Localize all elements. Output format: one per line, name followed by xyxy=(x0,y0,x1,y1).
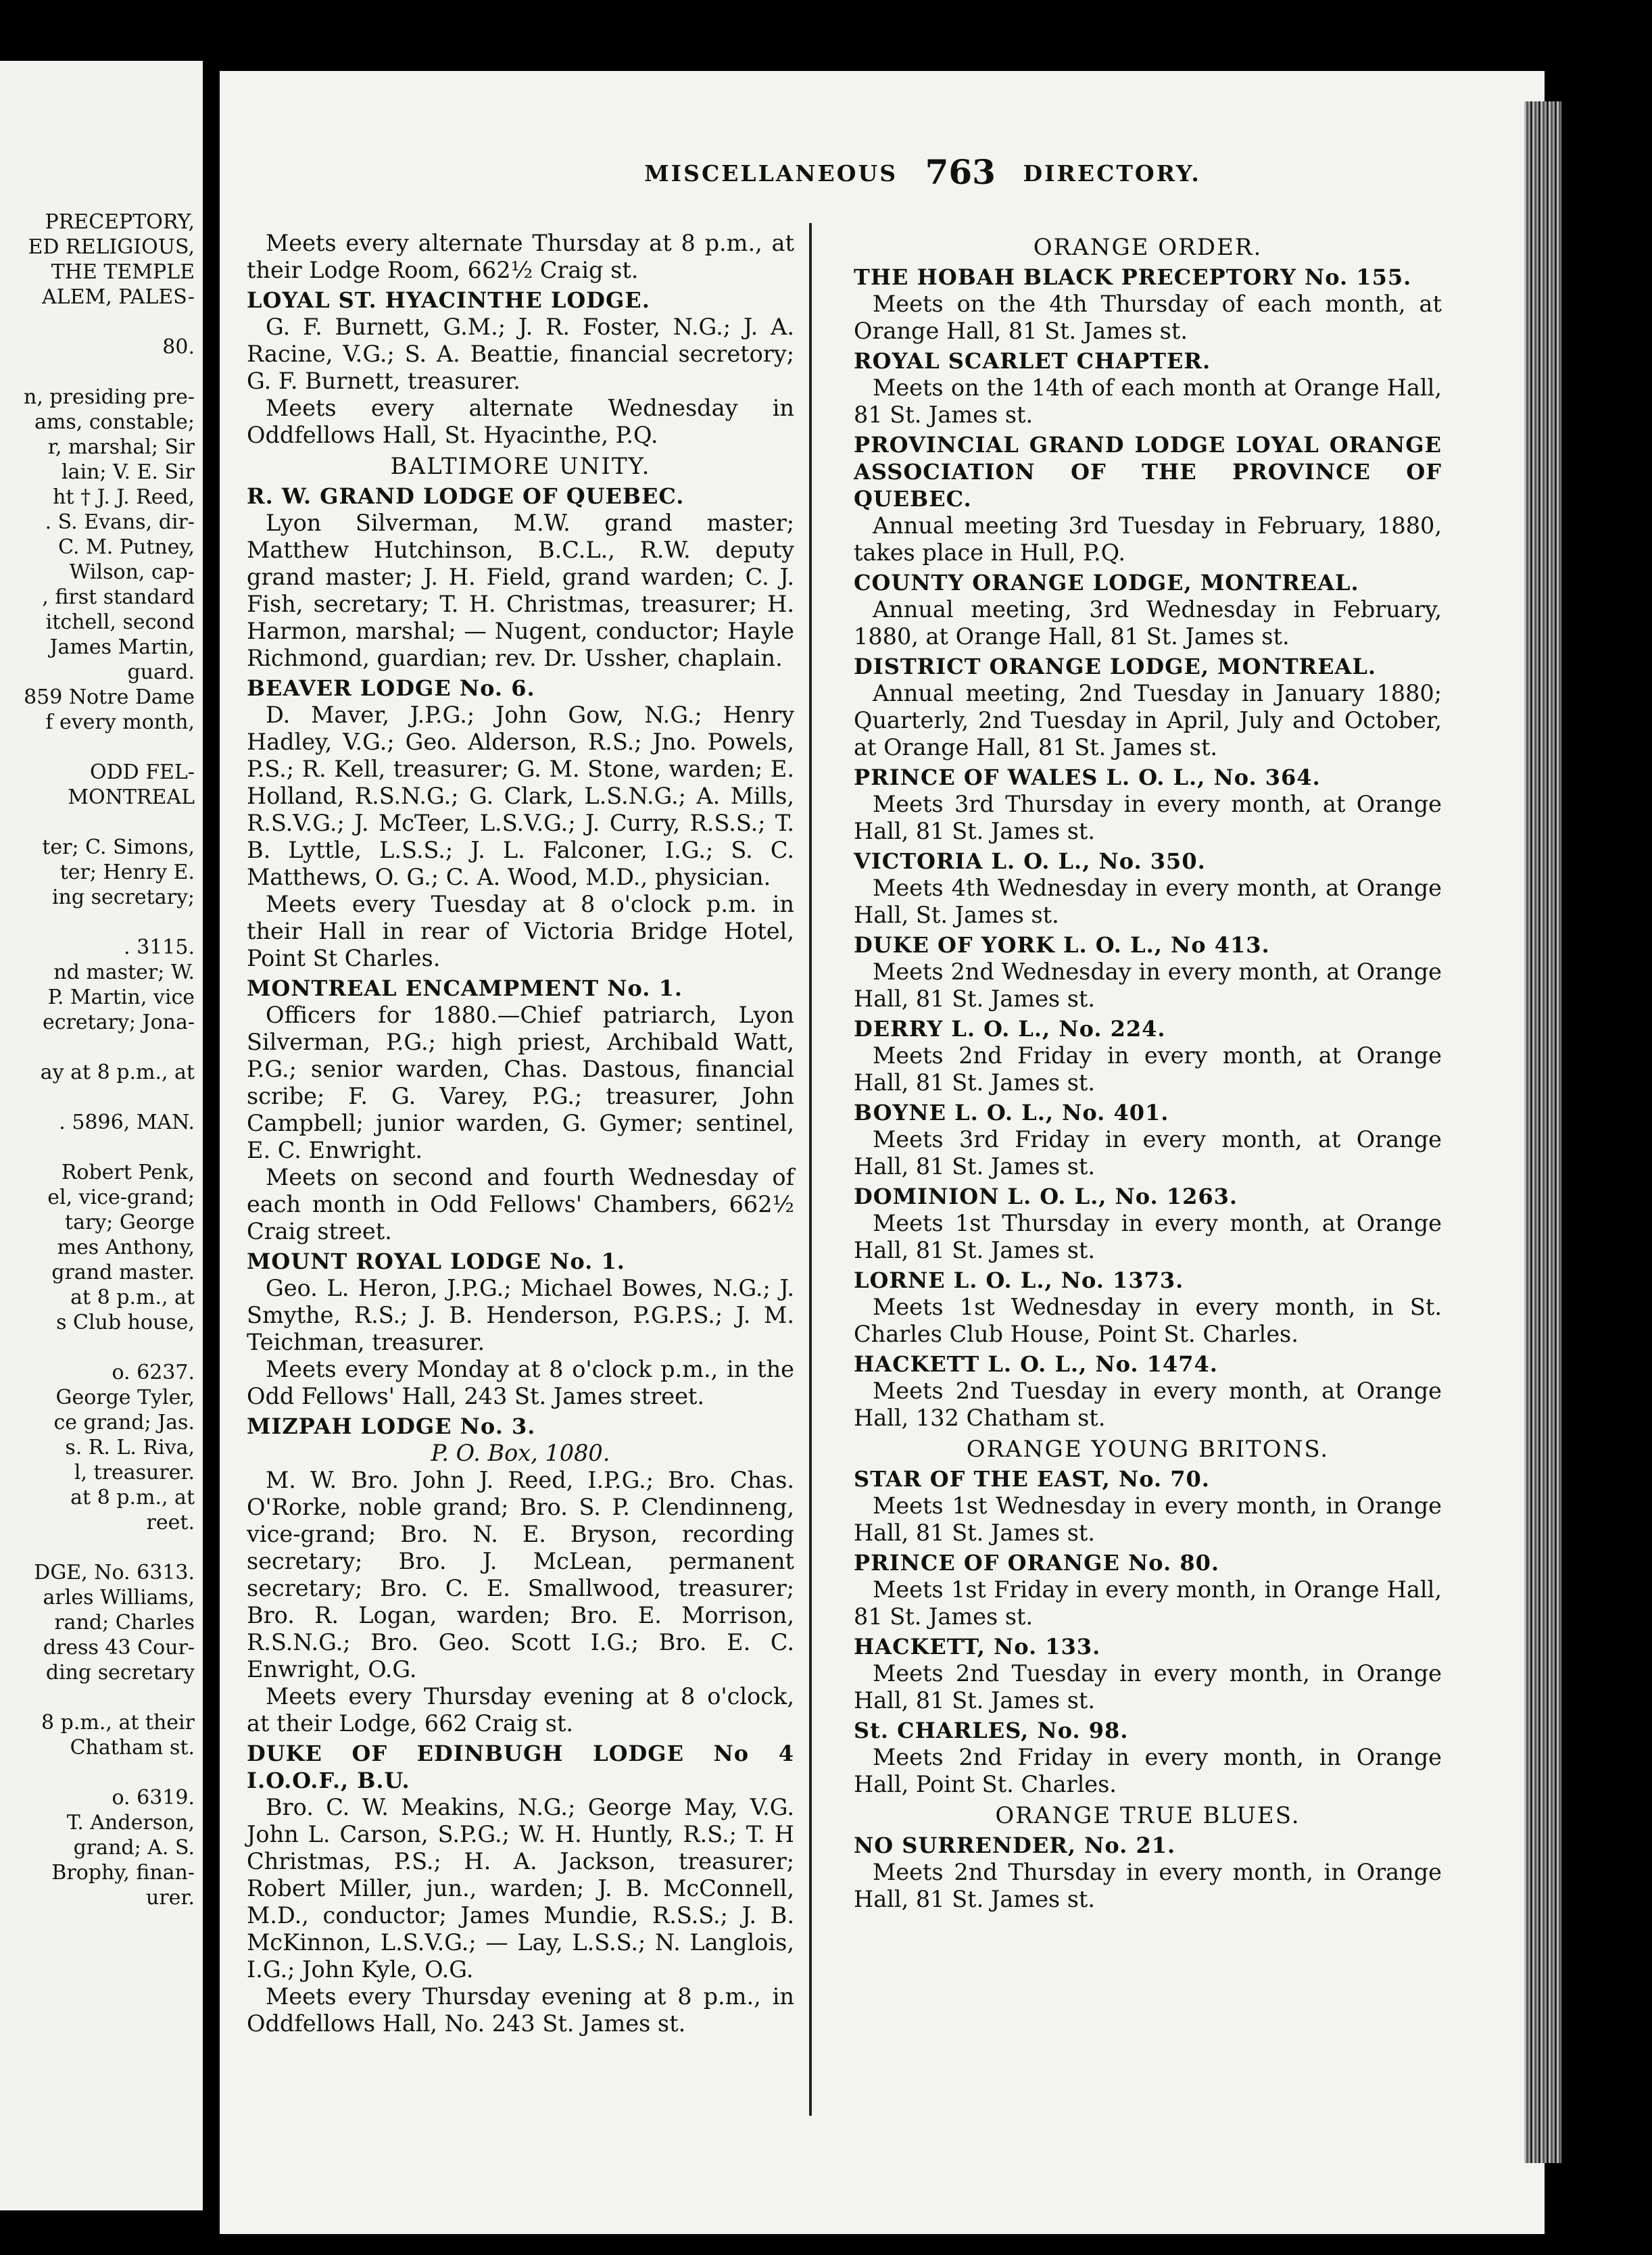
entry-title: MONTREAL ENCAMPMENT No. 1. xyxy=(247,975,683,1001)
entry-title: THE HOBAH BLACK PRECEPTORY No. 155. xyxy=(854,264,1412,290)
section-heading: BALTIMORE UNITY. xyxy=(390,453,651,480)
directory-entry xyxy=(247,1413,794,1737)
directory-entry xyxy=(854,653,1442,761)
entry-body xyxy=(854,512,1442,566)
entry-paragraph: Meets 1st Wednesday in every month, in Orange Hall, 81 St. James st. xyxy=(854,1493,1442,1546)
previous-page-line: Wilson, cap- xyxy=(69,560,195,584)
previous-page-line: Chatham st. xyxy=(70,1736,195,1760)
directory-entry xyxy=(854,931,1442,1013)
previous-page-line: ht † J. J. Reed, xyxy=(53,485,195,509)
entry-paragraph: Geo. L. Heron, J.P.G.; Michael Bowes, N.G.; J. Smythe, R.S.; J. B. Henderson, P.G.P.S.; J. M. Teichman, treasurer. xyxy=(247,1275,794,1355)
previous-page-line: tary; George xyxy=(65,1211,195,1234)
directory-entry xyxy=(854,848,1442,929)
previous-page-line xyxy=(0,735,195,760)
entry-body xyxy=(854,875,1442,929)
previous-page-line: dress 43 Cour- xyxy=(43,1636,195,1659)
entry-body xyxy=(854,374,1442,429)
previous-page-line xyxy=(0,360,195,385)
previous-page-line: arles Williams, xyxy=(43,1586,195,1609)
entry-body xyxy=(854,1493,1442,1547)
section-heading: ORANGE TRUE BLUES. xyxy=(995,1802,1301,1829)
entry-title: LOYAL ST. HYACINTHE LODGE. xyxy=(247,287,650,313)
previous-page-line xyxy=(0,910,195,935)
entry-paragraph: Meets 2nd Thursday in every month, in Orange Hall, 81 St. James st. xyxy=(854,1859,1442,1912)
previous-page-line: 80. xyxy=(162,335,195,359)
entry-body xyxy=(247,510,794,672)
entry-title: DOMINION L. O. L., No. 1263. xyxy=(854,1184,1238,1209)
entry-paragraph: Meets every Thursday evening at 8 o'clock, at their Lodge, 662 Craig st. xyxy=(247,1683,794,1737)
directory-entry xyxy=(247,675,794,972)
previous-page-line: grand; A. S. xyxy=(73,1836,195,1860)
entry-title: HACKETT, No. 133. xyxy=(854,1634,1101,1659)
entry-title: STAR OF THE EAST, No. 70. xyxy=(854,1466,1210,1492)
directory-entry xyxy=(854,1099,1442,1180)
directory-entry xyxy=(854,1717,1442,1798)
entry-paragraph: Meets 2nd Tuesday in every month, in Orange Hall, 81 St. James st. xyxy=(854,1660,1442,1714)
previous-page-line: . S. Evans, dir- xyxy=(45,510,195,534)
directory-entry xyxy=(854,1465,1442,1547)
entry-title: DUKE OF YORK L. O. L., No 413. xyxy=(854,932,1270,958)
entry-body xyxy=(854,1126,1442,1180)
entry-body xyxy=(854,1210,1442,1264)
entry-body xyxy=(247,1794,794,2037)
previous-page-line: urer. xyxy=(146,1886,195,1910)
entry-paragraph: Meets every Thursday evening at 8 p.m., in Oddfellows Hall, No. 243 St. James st. xyxy=(247,1983,794,2037)
entry-body xyxy=(854,959,1442,1013)
entry-body xyxy=(854,596,1442,650)
previous-page-text xyxy=(0,210,195,1910)
entry-title: MIZPAH LODGE No. 3. xyxy=(247,1413,536,1439)
entry-body xyxy=(854,1576,1442,1630)
entry-paragraph: Annual meeting, 3rd Wednesday in February, 1880, at Orange Hall, 81 St. James st. xyxy=(854,596,1442,650)
entry-subtitle: P. O. Box, 1080. xyxy=(431,1440,610,1466)
entry-body xyxy=(247,1275,794,1410)
entry-paragraph: Meets on the 4th Thursday of each month, at Orange Hall, 81 St. James st. xyxy=(854,291,1442,344)
previous-page-line: DGE, No. 6313. xyxy=(34,1561,195,1584)
previous-page-line: guard. xyxy=(127,660,195,684)
previous-page-line: George Tyler, xyxy=(55,1386,195,1409)
entry-paragraph: Meets 2nd Tuesday in every month, at Orange Hall, 132 Chatham st. xyxy=(854,1378,1442,1431)
previous-page-line: C. M. Putney, xyxy=(58,535,195,559)
directory-entry xyxy=(854,764,1442,845)
entry-title: VICTORIA L. O. L., No. 350. xyxy=(854,848,1206,874)
column-divider xyxy=(809,223,812,2116)
entry-body xyxy=(854,1744,1442,1798)
directory-entry xyxy=(247,230,794,284)
previous-page-line: ODD FEL- xyxy=(89,760,195,784)
previous-page-line: o. 6237. xyxy=(112,1361,195,1384)
entry-paragraph: Meets 3rd Thursday in every month, at Orange Hall, 81 St. James st. xyxy=(854,791,1442,844)
previous-page-line: el, vice-grand; xyxy=(47,1186,195,1209)
previous-page-line: ED RELIGIOUS, xyxy=(28,235,195,259)
entry-paragraph: Bro. C. W. Meakins, N.G.; George May, V.G. John L. Carson, S.P.G.; W. H. Huntly, R.S.; T. H Christmas, P.S.; H. A. Jackson, treasurer; Robert Miller, jun., warden; J. B. McConnell, M.D., conductor; James Mundie, R.S.S.; J. B. McKinnon, L.S.V.G.; — Lay, L.S.S.; N. Langlois, I.G.; John Kyle, O.G. xyxy=(247,1794,794,1983)
entry-paragraph: Meets 2nd Wednesday in every month, at Orange Hall, 81 St. James st. xyxy=(854,959,1442,1012)
previous-page-line xyxy=(0,310,195,335)
directory-entry xyxy=(854,1351,1442,1432)
previous-page-line: . 3115. xyxy=(124,936,195,959)
previous-page-line: reet. xyxy=(146,1511,195,1534)
entry-paragraph: Meets 1st Thursday in every month, at Orange Hall, 81 St. James st. xyxy=(854,1210,1442,1263)
section-heading: ORANGE ORDER. xyxy=(1033,234,1263,261)
entry-body xyxy=(247,702,794,972)
header-right-word: DIRECTORY. xyxy=(1023,160,1201,187)
entry-title: ROYAL SCARLET CHAPTER. xyxy=(854,348,1211,374)
entry-paragraph: Meets every Monday at 8 o'clock p.m., in the Odd Fellows' Hall, 243 St. James street. xyxy=(247,1356,794,1409)
previous-page-line: ding secretary xyxy=(45,1661,195,1684)
entry-title: DUKE OF EDINBUGH LODGE No 4 I.O.O.F., B.U. xyxy=(247,1741,794,1793)
entry-title: BOYNE L. O. L., No. 401. xyxy=(854,1100,1169,1125)
previous-page-line: 859 Notre Dame xyxy=(24,685,195,709)
entry-paragraph: Officers for 1880.—Chief patriarch, Lyon Silverman, P.G.; high priest, Archibald Watt, P.G.; senior warden, Chas. Dastous, financial scribe; F. G. Varey, P.G.; treasurer, John Campbell; junior warden, G. Gymer; sentinel, E. C. Enwright. xyxy=(247,1002,794,1163)
directory-entry xyxy=(854,1183,1442,1264)
previous-page-line: ams, constable; xyxy=(34,410,195,434)
previous-page-line: ter; C. Simons, xyxy=(42,835,195,859)
left-column xyxy=(247,230,794,2040)
entry-title: BEAVER LODGE No. 6. xyxy=(247,675,535,701)
entry-body xyxy=(247,314,794,449)
previous-page-line: MONTREAL xyxy=(68,785,195,809)
entry-title: COUNTY ORANGE LODGE, MONTREAL. xyxy=(854,570,1359,596)
entry-paragraph: Annual meeting, 2nd Tuesday in January 1880; Quarterly, 2nd Tuesday in April, July and October, at Orange Hall, 81 St. James st. xyxy=(854,680,1442,760)
previous-page-line: ter; Henry E. xyxy=(59,860,195,884)
previous-page-line: lain; V. E. Sir xyxy=(62,460,195,484)
previous-page-line xyxy=(0,1760,195,1785)
previous-page-line xyxy=(0,810,195,835)
directory-entry xyxy=(247,1740,794,2037)
entry-title: HACKETT L. O. L., No. 1474. xyxy=(854,1351,1218,1377)
previous-page-line: grand master. xyxy=(51,1261,195,1284)
entry-title: DERRY L. O. L., No. 224. xyxy=(854,1016,1166,1042)
previous-page-line: n, presiding pre- xyxy=(24,385,195,409)
entry-paragraph: G. F. Burnett, G.M.; J. R. Foster, N.G.; J. A. Racine, V.G.; S. A. Beattie, financial secretory; G. F. Burnett, treasurer. xyxy=(247,314,794,394)
previous-page-line: l, treasurer. xyxy=(74,1461,195,1484)
entry-paragraph: Lyon Silverman, M.W. grand master; Matthew Hutchinson, B.C.L., R.W. deputy grand master; J. H. Field, grand warden; C. J. Fish, secretary; T. H. Christmas, treasurer; H. Harmon, marshal; — Nugent, conductor; Hayle Richmond, guardian; rev. Dr. Ussher, chaplain. xyxy=(247,510,794,671)
entry-paragraph: Meets 2nd Friday in every month, at Orange Hall, 81 St. James st. xyxy=(854,1042,1442,1096)
directory-entry xyxy=(247,975,794,1245)
previous-page-line xyxy=(0,1035,195,1060)
directory-entry xyxy=(854,1267,1442,1348)
previous-page-line: r, marshal; Sir xyxy=(47,435,195,459)
entry-paragraph: Meets 1st Wednesday in every month, in St. Charles Club House, Point St. Charles. xyxy=(854,1294,1442,1347)
entry-title: PRINCE OF ORANGE No. 80. xyxy=(854,1550,1219,1576)
previous-page-fragment xyxy=(0,61,203,2210)
entry-body xyxy=(247,230,794,284)
previous-page-line: mes Anthony, xyxy=(57,1236,195,1259)
previous-page-line: . 5896, MAN. xyxy=(59,1111,195,1134)
previous-page-line xyxy=(0,1685,195,1710)
entry-paragraph: Meets 3rd Friday in every month, at Orange Hall, 81 St. James st. xyxy=(854,1126,1442,1180)
directory-entry xyxy=(247,1248,794,1410)
entry-paragraph: Meets on the 14th of each month at Orange Hall, 81 St. James st. xyxy=(854,374,1442,428)
entry-title: St. CHARLES, No. 98. xyxy=(854,1718,1129,1743)
previous-page-line: s Club house, xyxy=(56,1311,195,1334)
previous-page-line: ing secretary; xyxy=(51,886,195,909)
previous-page-line: o. 6319. xyxy=(112,1786,195,1810)
previous-page-line xyxy=(0,1535,195,1560)
directory-entry xyxy=(854,1015,1442,1096)
page-number: 763 xyxy=(925,152,996,192)
previous-page-line: P. Martin, vice xyxy=(47,986,195,1009)
entry-paragraph: Meets 4th Wednesday in every month, at Orange Hall, St. James st. xyxy=(854,875,1442,928)
entry-paragraph: Annual meeting 3rd Tuesday in February, 1880, takes place in Hull, P.Q. xyxy=(854,512,1442,566)
directory-entry xyxy=(854,431,1442,566)
previous-page-line: ALEM, PALES- xyxy=(42,285,195,309)
entry-body xyxy=(854,1859,1442,1913)
entry-body xyxy=(854,680,1442,761)
entry-body xyxy=(854,1042,1442,1096)
entry-body xyxy=(854,1294,1442,1348)
previous-page-line: T. Anderson, xyxy=(66,1811,195,1835)
entry-title: MOUNT ROYAL LODGE No. 1. xyxy=(247,1248,625,1274)
directory-entry xyxy=(854,1549,1442,1630)
entry-body xyxy=(247,1467,794,1737)
section-heading: ORANGE YOUNG BRITONS. xyxy=(966,1436,1330,1463)
entry-paragraph: Meets every alternate Thursday at 8 p.m., at their Lodge Room, 662½ Craig st. xyxy=(247,230,794,283)
directory-entry xyxy=(854,347,1442,429)
entry-body xyxy=(854,1660,1442,1714)
previous-page-line: rand; Charles xyxy=(54,1611,195,1634)
entry-paragraph: D. Maver, J.P.G.; John Gow, N.G.; Henry Hadley, V.G.; Geo. Alderson, R.S.; Jno. Powels, P.S.; R. Kell, treasurer; G. M. Stone, warden; E. Holland, R.S.N.G.; G. Clark, L.S.N.G.; A. Mills, R.S.V.G.; J. McTeer, L.S.V.G.; J. Curry, R.S.S.; T. B. Lyttle, L.S.S.; J. L. Falconer, I.G.; S. C. Matthews, O. G.; C. A. Wood, M.D., physician. xyxy=(247,702,794,890)
previous-page-line: Brophy, finan- xyxy=(51,1861,195,1885)
previous-page-line xyxy=(0,1085,195,1110)
previous-page-line: ce grand; Jas. xyxy=(53,1411,195,1434)
entry-paragraph: Meets every alternate Wednesday in Oddfellows Hall, St. Hyacinthe, P.Q. xyxy=(247,395,794,448)
directory-page xyxy=(220,71,1545,2234)
entry-body xyxy=(854,791,1442,845)
directory-entry xyxy=(854,569,1442,650)
entry-body xyxy=(247,1002,794,1245)
previous-page-line: , first standard xyxy=(42,585,195,609)
entry-paragraph: Meets 2nd Friday in every month, in Orange Hall, Point St. Charles. xyxy=(854,1744,1442,1797)
previous-page-line xyxy=(0,1135,195,1160)
previous-page-line: ecretary; Jona- xyxy=(43,1011,195,1034)
previous-page-line xyxy=(0,1335,195,1360)
previous-page-line: James Martin, xyxy=(49,635,195,659)
page-header xyxy=(537,152,1308,192)
previous-page-line: at 8 p.m., at xyxy=(70,1286,195,1309)
entry-title: PROVINCIAL GRAND LODGE LOYAL ORANGE ASSOCIATION OF THE PROVINCE OF QUEBEC. xyxy=(854,432,1442,512)
right-column xyxy=(854,230,1442,1916)
previous-page-line: f every month, xyxy=(45,710,195,734)
previous-page-line: THE TEMPLE xyxy=(51,260,195,284)
previous-page-line: 8 p.m., at their xyxy=(41,1711,195,1735)
previous-page-line: at 8 p.m., at xyxy=(70,1486,195,1509)
entry-paragraph: Meets on second and fourth Wednesday of each month in Odd Fellows' Chambers, 662½ Craig street. xyxy=(247,1164,794,1244)
entry-body xyxy=(854,1378,1442,1432)
header-left-word: MISCELLANEOUS xyxy=(644,160,898,187)
directory-entry xyxy=(247,287,794,449)
entry-paragraph: M. W. Bro. John J. Reed, I.P.G.; Bro. Chas. O'Rorke, noble grand; Bro. S. P. Clendinneng, vice-grand; Bro. N. E. Bryson, recording secretary; Bro. J. McLean, permanent secretary; Bro. C. E. Smallwood, treasurer; Bro. R. Logan, warden; Bro. E. Morrison, R.S.N.G.; Bro. Geo. Scott I.G.; Bro. E. C. Enwright, O.G. xyxy=(247,1467,794,1682)
directory-entry xyxy=(854,1832,1442,1913)
entry-title: DISTRICT ORANGE LODGE, MONTREAL. xyxy=(854,654,1376,679)
entry-paragraph: Meets every Tuesday at 8 o'clock p.m. in their Hall in rear of Victoria Bridge Hotel, Point St Charles. xyxy=(247,891,794,971)
directory-entry xyxy=(854,1633,1442,1714)
page-stack-edge xyxy=(1524,101,1561,2163)
previous-page-line: s. R. L. Riva, xyxy=(65,1436,195,1459)
entry-body xyxy=(854,291,1442,345)
directory-entry xyxy=(247,483,794,672)
previous-page-line: itchell, second xyxy=(45,610,195,634)
entry-title: PRINCE OF WALES L. O. L., No. 364. xyxy=(854,765,1321,790)
previous-page-line: ay at 8 p.m., at xyxy=(40,1061,195,1084)
previous-page-line: PRECEPTORY, xyxy=(45,210,195,234)
directory-entry xyxy=(854,264,1442,345)
entry-paragraph: Meets 1st Friday in every month, in Orange Hall, 81 St. James st. xyxy=(854,1576,1442,1630)
entry-title: NO SURRENDER, No. 21. xyxy=(854,1833,1176,1858)
entry-title: LORNE L. O. L., No. 1373. xyxy=(854,1267,1184,1293)
entry-title: R. W. GRAND LODGE OF QUEBEC. xyxy=(247,483,685,509)
previous-page-line: nd master; W. xyxy=(53,961,195,984)
previous-page-line: Robert Penk, xyxy=(61,1161,195,1184)
